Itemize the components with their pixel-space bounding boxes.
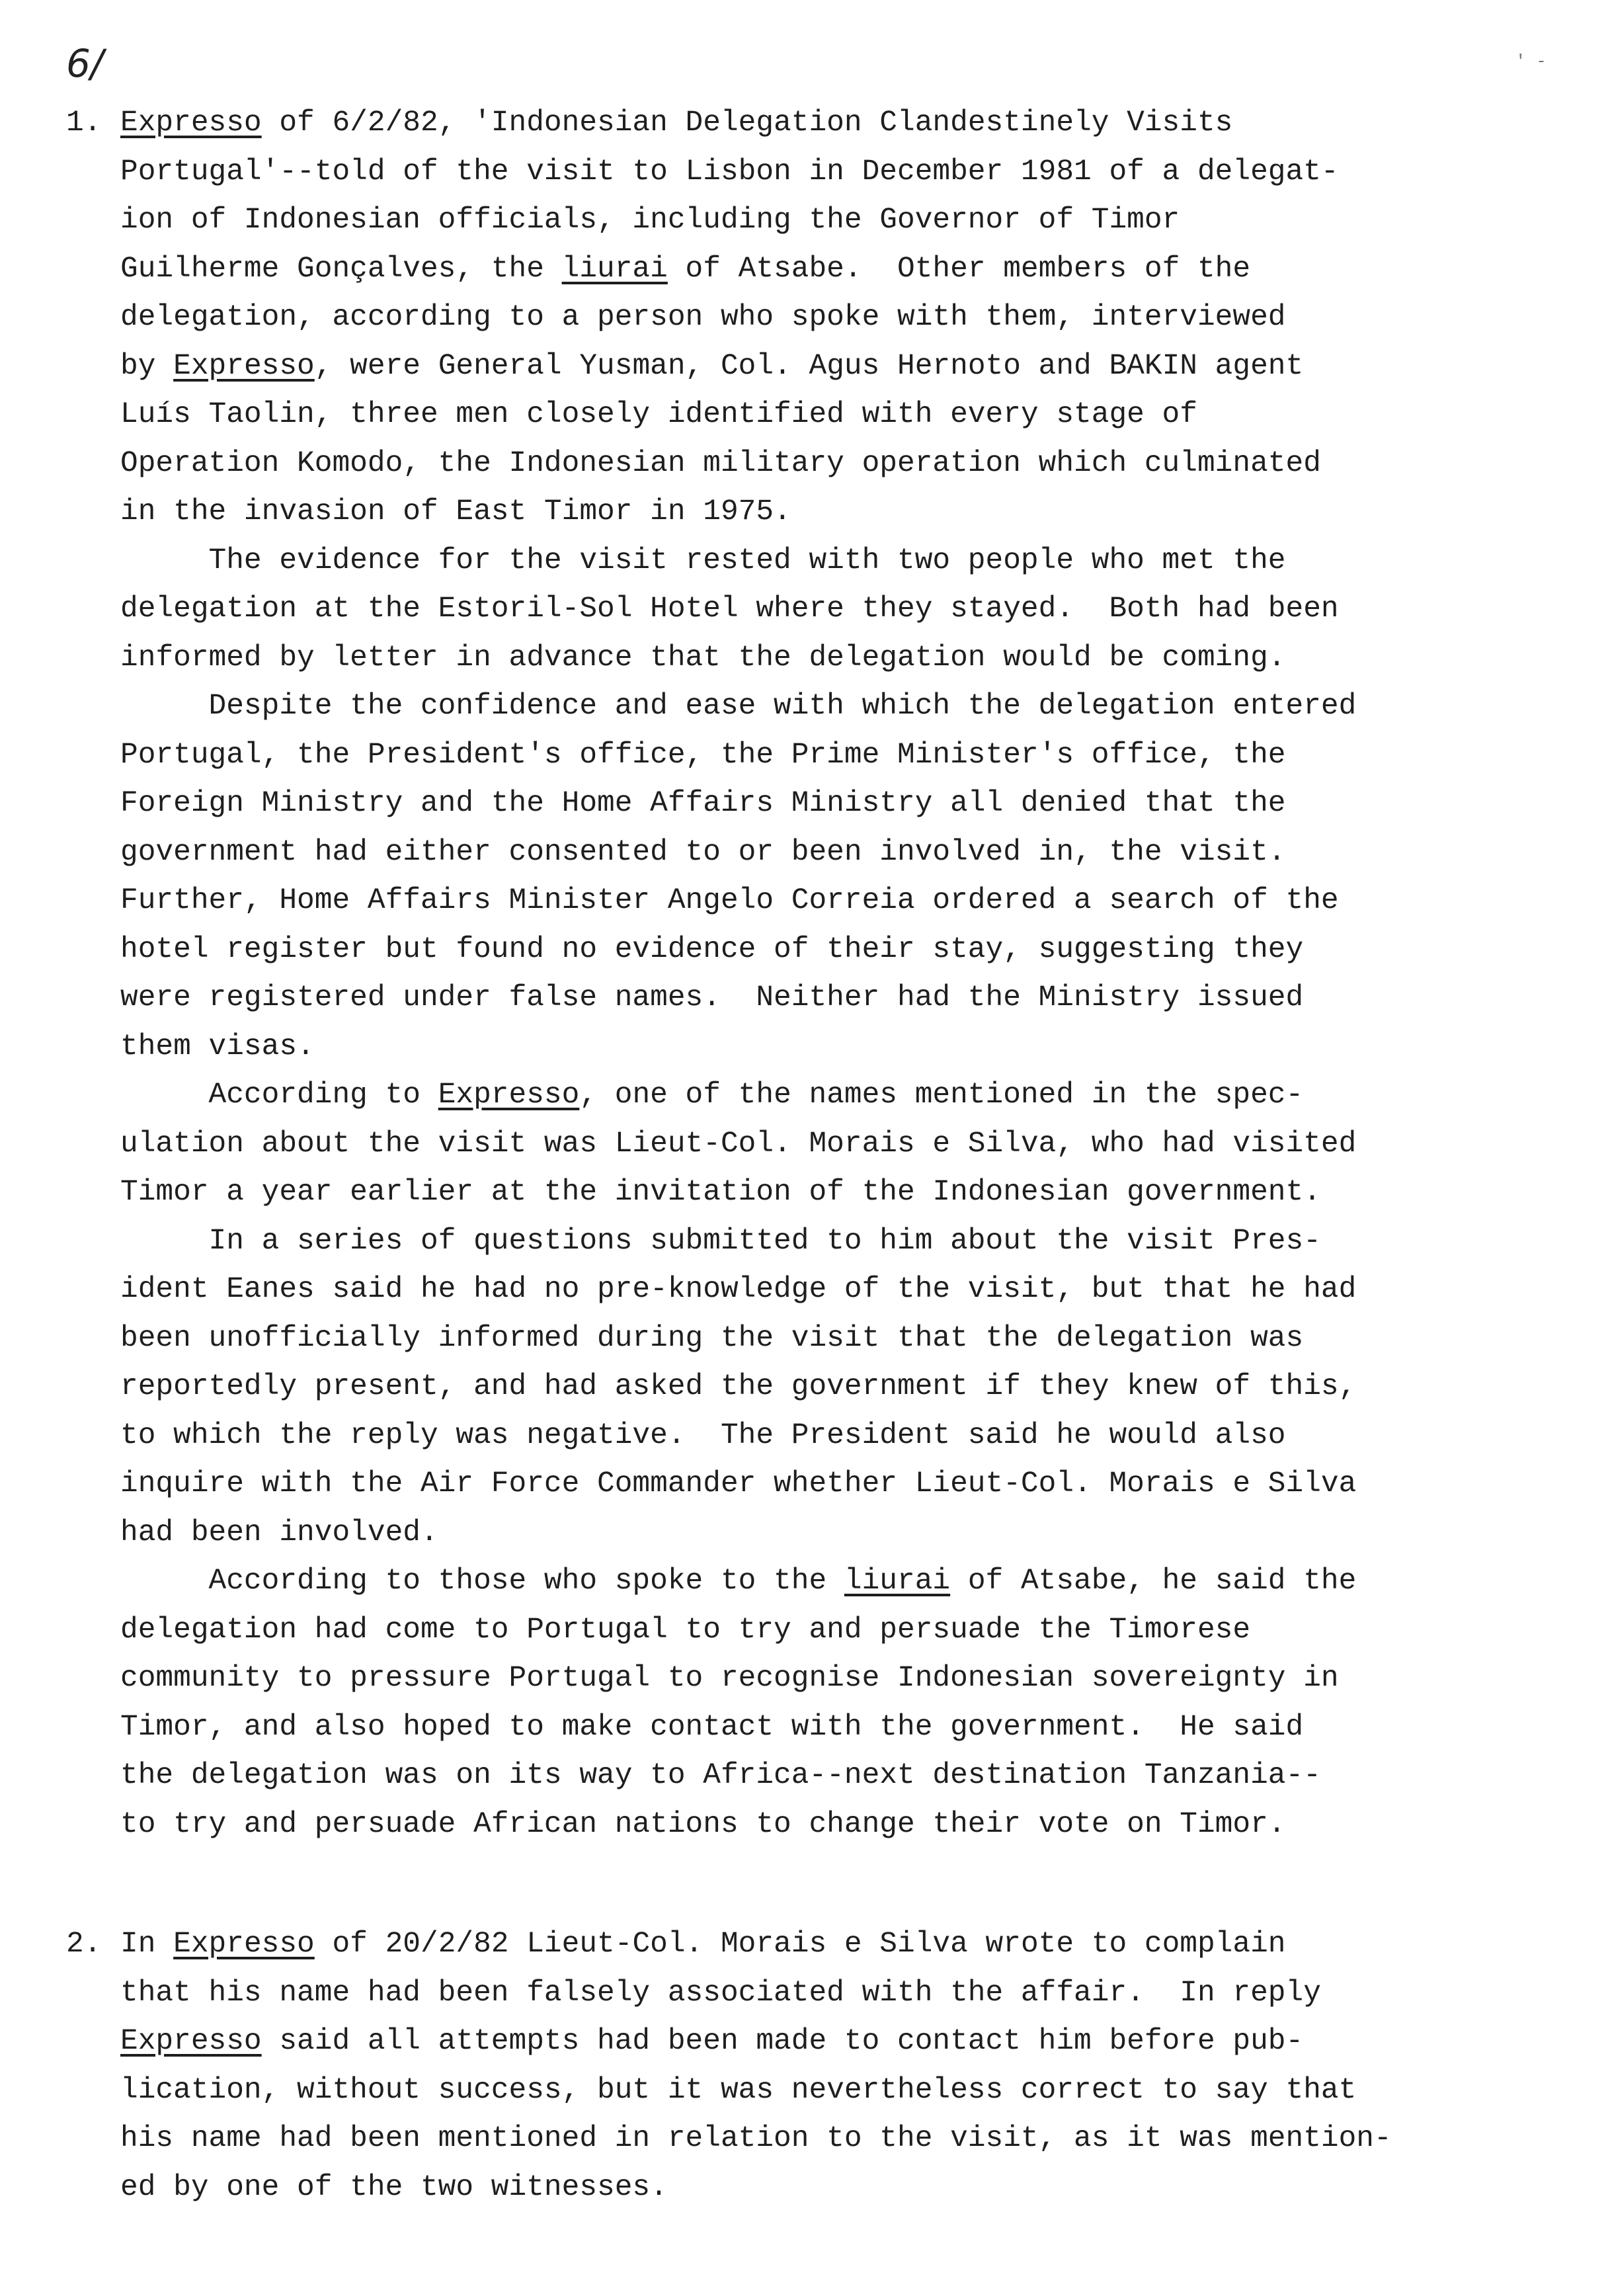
text-line (120, 2018, 1547, 2067)
text-line (120, 2115, 1547, 2164)
text-line (120, 1703, 1547, 1752)
text-run: According to (120, 1079, 438, 1112)
text-run: ulation about the visit was Lieut-Col. Morais e Silva, who had visited (120, 1127, 1357, 1161)
corner-mark: ' - (1515, 52, 1547, 71)
text-line (120, 1920, 1547, 1969)
text-run: ion of Indonesian officials, including the Governor of Timor (120, 204, 1180, 237)
section-2 (66, 1920, 1547, 2212)
text-run: of Atsabe. Other members of the (667, 252, 1251, 286)
text-line (120, 1315, 1547, 1364)
page-number: 6/ (66, 41, 104, 86)
text-line (120, 537, 1547, 586)
text-line (120, 634, 1547, 683)
text-line (120, 877, 1547, 926)
section-1 (66, 99, 1547, 1849)
text-line (120, 585, 1547, 634)
text-run: reportedly present, and had asked the government if they knew of this, (120, 1370, 1357, 1403)
text-line (120, 1071, 1547, 1120)
text-run: , one of the names mentioned in the spec- (579, 1079, 1304, 1112)
underlined-text: Expresso (173, 349, 315, 383)
text-run: the delegation was on its way to Africa--next destination Tanzania-- (120, 1759, 1321, 1792)
text-run: Portugal, the President's office, the Prime Minister's office, the (120, 738, 1286, 772)
section-2-number: 2. (66, 1928, 102, 1961)
text-line (120, 1023, 1547, 1072)
text-line (120, 974, 1547, 1023)
text-run: Despite the confidence and ease with which the delegation entered (120, 690, 1357, 723)
underlined-text: Expresso (438, 1079, 580, 1112)
section-1-body (120, 99, 1547, 1849)
text-line (120, 391, 1547, 440)
text-line (120, 829, 1547, 878)
text-line (120, 682, 1547, 731)
text-line (120, 1509, 1547, 1558)
text-run: Operation Komodo, the Indonesian military operation which culminated (120, 446, 1321, 480)
text-run: that his name had been falsely associated with the affair. In reply (120, 1976, 1321, 2010)
section-2-body (120, 1920, 1547, 2212)
underlined-text: Expresso (120, 106, 262, 140)
text-line (120, 1217, 1547, 1266)
text-line (120, 1120, 1547, 1169)
text-line (120, 2067, 1547, 2115)
text-run: government had either consented to or been involved in, the visit. (120, 835, 1286, 869)
text-line (120, 1969, 1547, 2018)
text-line (120, 1801, 1547, 1850)
text-line (120, 440, 1547, 489)
text-run: ed by one of the two witnesses. (120, 2170, 668, 2204)
text-run: The evidence for the visit rested with two people who met the (120, 544, 1286, 577)
text-run: Further, Home Affairs Minister Angelo Correia ordered a search of the (120, 884, 1339, 917)
text-run: community to pressure Portugal to recognise Indonesian sovereignty in (120, 1662, 1339, 1695)
text-line (120, 1266, 1547, 1315)
text-run: delegation at the Estoril-Sol Hotel where they stayed. Both had been (120, 593, 1339, 626)
text-line (120, 196, 1547, 245)
text-run: Timor, and also hoped to make contact with the government. He said (120, 1710, 1304, 1744)
text-line (120, 1655, 1547, 1703)
text-run: them visas. (120, 1030, 315, 1063)
text-run: of Atsabe, he said the (950, 1565, 1357, 1598)
text-run: lication, without success, but it was nevertheless correct to say that (120, 2073, 1357, 2107)
text-run: In a series of questions submitted to him about the visit Pres- (120, 1224, 1321, 1258)
text-line (120, 731, 1547, 780)
text-run: Guilherme Gonçalves, the (120, 252, 562, 286)
text-run: delegation had come to Portugal to try and persuade the Timorese (120, 1613, 1251, 1647)
text-run: to try and persuade African nations to change their vote on Timor. (120, 1807, 1286, 1841)
text-run: Timor a year earlier at the invitation of the Indonesian government. (120, 1176, 1321, 1209)
text-line (120, 780, 1547, 829)
text-run: his name had been mentioned in relation to the visit, as it was mention- (120, 2122, 1392, 2155)
text-line (120, 245, 1547, 294)
text-run: In (120, 1928, 174, 1961)
text-line (120, 148, 1547, 197)
underlined-text: Expresso (173, 1928, 315, 1961)
text-run: said all attempts had been made to contact him before pub- (261, 2025, 1304, 2058)
text-line (120, 99, 1547, 148)
underlined-text: liurai (844, 1565, 951, 1598)
text-run: by (120, 349, 174, 383)
underlined-text: liurai (561, 252, 668, 286)
text-line (120, 926, 1547, 975)
text-line (120, 2164, 1547, 2213)
text-run: were registered under false names. Neither had the Ministry issued (120, 981, 1304, 1014)
text-line (120, 1606, 1547, 1655)
text-run: hotel register but found no evidence of their stay, suggesting they (120, 932, 1304, 966)
text-line (120, 343, 1547, 391)
underlined-text: Expresso (120, 2025, 262, 2058)
text-run: ident Eanes said he had no pre-knowledge of the visit, but that he had (120, 1273, 1357, 1306)
text-run: delegation, according to a person who spoke with them, interviewed (120, 301, 1286, 334)
text-line (120, 1460, 1547, 1509)
text-run: of 6/2/82, 'Indonesian Delegation Clandestinely Visits (261, 106, 1233, 140)
text-run: According to those who spoke to the (120, 1565, 844, 1598)
text-line (120, 1168, 1547, 1217)
text-run: been unofficially informed during the visit that the delegation was (120, 1321, 1304, 1355)
text-run: of 20/2/82 Lieut-Col. Morais e Silva wrote to complain (314, 1928, 1286, 1961)
text-run: to which the reply was negative. The President said he would also (120, 1418, 1286, 1452)
text-run: Portugal'--told of the visit to Lisbon in December 1981 of a delegat- (120, 155, 1339, 188)
text-line (120, 1363, 1547, 1412)
text-line (120, 1557, 1547, 1606)
text-run: inquire with the Air Force Commander whether Lieut-Col. Morais e Silva (120, 1467, 1357, 1500)
text-run: , were General Yusman, Col. Agus Hernoto and BAKIN agent (314, 349, 1304, 383)
text-run: had been involved. (120, 1516, 438, 1549)
text-run: in the invasion of East Timor in 1975. (120, 495, 791, 528)
text-run: Luís Taolin, three men closely identified with every stage of (120, 398, 1197, 431)
text-run: informed by letter in advance that the delegation would be coming. (120, 641, 1286, 675)
text-line (120, 1412, 1547, 1461)
section-1-number: 1. (66, 106, 102, 140)
text-run: Foreign Ministry and the Home Affairs Ministry all denied that the (120, 787, 1286, 820)
text-line (120, 1752, 1547, 1801)
text-line (120, 294, 1547, 343)
text-line (120, 488, 1547, 537)
